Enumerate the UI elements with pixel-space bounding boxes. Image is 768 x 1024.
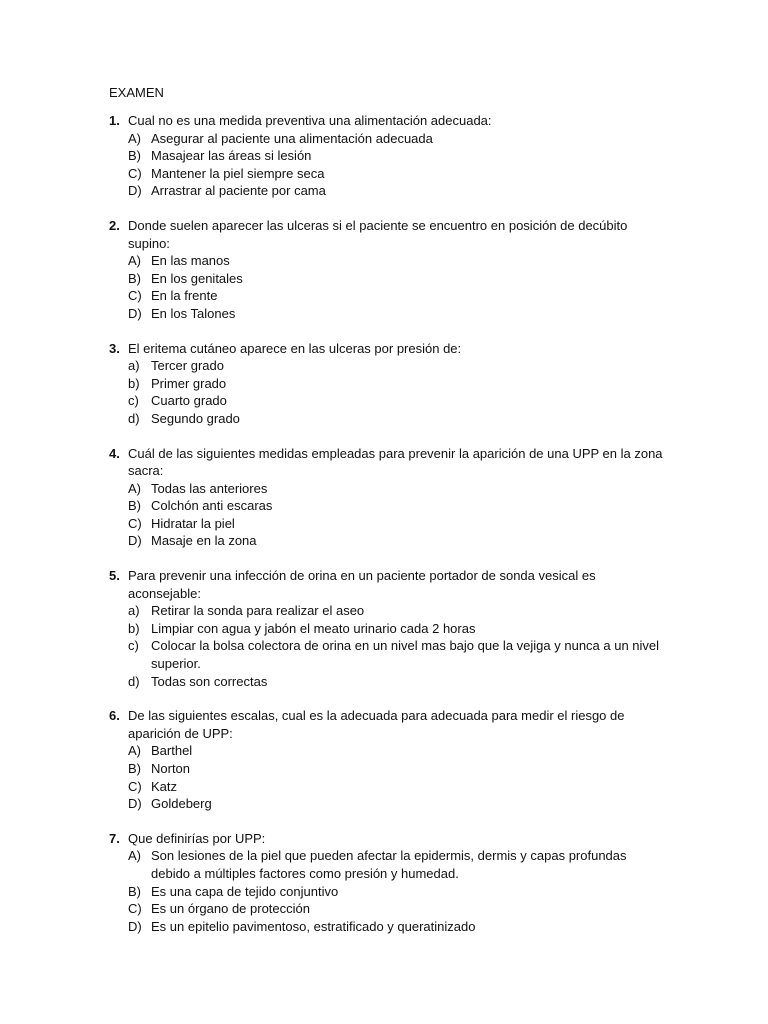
option-list xyxy=(109,742,669,812)
option-letter: b) xyxy=(128,620,140,636)
question-text: Donde suelen aparecer las ulceras si el paciente se encuentro en posición de decúbito supino: xyxy=(128,217,628,251)
question-number: 2. xyxy=(109,217,120,233)
question-text: Cuál de las siguientes medidas empleadas para prevenir la aparición de una UPP en la zona sacra: xyxy=(128,445,663,479)
option-letter: D) xyxy=(128,305,142,321)
answer-option xyxy=(128,305,669,323)
option-letter: D) xyxy=(128,918,142,934)
answer-option xyxy=(128,778,669,796)
option-list xyxy=(109,130,669,200)
answer-option xyxy=(128,742,669,760)
option-text: En los genitales xyxy=(151,270,243,286)
option-letter: B) xyxy=(128,270,141,286)
option-text: Katz xyxy=(151,778,178,794)
option-text: Limpiar con agua y jabón el meato urinario cada 2 horas xyxy=(151,620,476,636)
question-number: 3. xyxy=(109,340,120,356)
answer-option xyxy=(128,375,669,393)
answer-option xyxy=(128,252,669,270)
answer-option xyxy=(128,287,669,305)
answer-option xyxy=(128,182,669,200)
option-list xyxy=(109,252,669,322)
answer-option xyxy=(128,900,669,918)
option-letter: A) xyxy=(128,130,141,146)
answer-option xyxy=(128,497,669,515)
document-title: EXAMEN xyxy=(109,85,164,100)
option-text: En las manos xyxy=(151,253,230,269)
question-number: 4. xyxy=(109,445,120,461)
option-letter: d) xyxy=(128,673,140,689)
option-text: Mantener la piel siempre seca xyxy=(151,165,325,181)
option-text: Retirar la sonda para realizar el aseo xyxy=(151,603,365,619)
answer-option xyxy=(128,883,669,901)
option-text: Todas las anteriores xyxy=(151,480,268,496)
option-list xyxy=(109,357,669,427)
option-text: Tercer grado xyxy=(151,358,224,374)
question-header xyxy=(109,567,669,602)
option-letter: B) xyxy=(128,148,141,164)
option-letter: C) xyxy=(128,778,142,794)
question-item xyxy=(109,567,669,690)
option-text: En los Talones xyxy=(151,305,236,321)
option-text: Son lesiones de la piel que pueden afectar la epidermis, dermis y capas profundas debido a múltiples factores como presión y humedad. xyxy=(151,848,627,881)
option-text: Segundo grado xyxy=(151,410,240,426)
answer-option xyxy=(128,165,669,183)
answer-option xyxy=(128,673,669,691)
answer-option xyxy=(128,357,669,375)
option-letter: A) xyxy=(128,743,141,759)
option-text: Goldeberg xyxy=(151,796,212,812)
answer-option xyxy=(128,847,669,882)
answer-option xyxy=(128,130,669,148)
option-letter: C) xyxy=(128,288,142,304)
answer-option xyxy=(128,760,669,778)
option-text: Cuarto grado xyxy=(151,393,227,409)
option-letter: A) xyxy=(128,480,141,496)
option-text: En la frente xyxy=(151,288,218,304)
question-text: Que definirías por UPP: xyxy=(128,830,266,846)
question-text: El eritema cutáneo aparece en las ulceras por presión de: xyxy=(128,340,462,356)
answer-option xyxy=(128,515,669,533)
option-letter: D) xyxy=(128,183,142,199)
option-text: Es una capa de tejido conjuntivo xyxy=(151,883,339,899)
option-letter: A) xyxy=(128,253,141,269)
option-letter: a) xyxy=(128,358,140,374)
option-text: Arrastrar al paciente por cama xyxy=(151,183,326,199)
option-text: Primer grado xyxy=(151,375,227,391)
option-letter: c) xyxy=(128,638,139,654)
option-list xyxy=(109,602,669,690)
answer-option xyxy=(128,637,669,672)
question-text: Cual no es una medida preventiva una alimentación adecuada: xyxy=(128,113,492,128)
question-header xyxy=(109,707,669,742)
option-text: Barthel xyxy=(151,743,193,759)
answer-option xyxy=(128,795,669,813)
question-number: 1. xyxy=(109,113,120,128)
question-text: De las siguientes escalas, cual es la adecuada para adecuada para medir el riesgo de aparición de UPP: xyxy=(128,708,625,741)
answer-option xyxy=(128,918,669,936)
question-header xyxy=(109,112,669,130)
question-text: Para prevenir una infección de orina en un paciente portador de sonda vesical es aconsejable: xyxy=(128,568,596,601)
question-list xyxy=(109,112,669,952)
answer-option xyxy=(128,620,669,638)
answer-option xyxy=(128,410,669,428)
option-list xyxy=(109,847,669,935)
option-text: Asegurar al paciente una alimentación adecuada xyxy=(151,130,433,146)
question-item xyxy=(109,217,669,323)
answer-option xyxy=(128,480,669,498)
question-item xyxy=(109,112,669,200)
answer-option xyxy=(128,532,669,550)
option-letter: C) xyxy=(128,901,142,917)
question-number: 5. xyxy=(109,568,120,584)
option-letter: D) xyxy=(128,533,142,549)
question-item xyxy=(109,340,669,428)
question-header xyxy=(109,340,669,358)
option-text: Masaje en la zona xyxy=(151,533,257,549)
question-header xyxy=(109,445,669,480)
option-letter: D) xyxy=(128,796,142,812)
question-item xyxy=(109,830,669,936)
option-text: Colchón anti escaras xyxy=(151,498,273,514)
option-letter: d) xyxy=(128,410,140,426)
question-header xyxy=(109,217,669,252)
option-text: Norton xyxy=(151,761,191,776)
option-letter: A) xyxy=(128,848,141,864)
answer-option xyxy=(128,147,669,165)
option-letter: B) xyxy=(128,498,141,514)
option-text: Es un epitelio pavimentoso, estratificado y queratinizado xyxy=(151,918,476,934)
answer-option xyxy=(128,270,669,288)
option-letter: b) xyxy=(128,375,140,391)
option-list xyxy=(109,480,669,550)
answer-option xyxy=(128,392,669,410)
option-text: Masajear las áreas si lesión xyxy=(151,148,312,164)
option-letter: C) xyxy=(128,515,142,531)
option-letter: B) xyxy=(128,883,141,899)
option-letter: a) xyxy=(128,603,140,619)
option-letter: c) xyxy=(128,393,139,409)
option-text: Colocar la bolsa colectora de orina en un nivel mas bajo que la vejiga y nunca a un nivel superior. xyxy=(151,638,660,672)
option-text: Es un órgano de protección xyxy=(151,901,310,917)
question-item xyxy=(109,707,669,813)
option-letter: C) xyxy=(128,165,142,181)
answer-option xyxy=(128,602,669,620)
option-text: Hidratar la piel xyxy=(151,515,235,531)
question-number: 6. xyxy=(109,708,120,724)
option-letter: B) xyxy=(128,761,141,776)
question-header xyxy=(109,830,669,848)
question-item xyxy=(109,445,669,551)
question-number: 7. xyxy=(109,830,120,846)
option-text: Todas son correctas xyxy=(151,673,268,689)
